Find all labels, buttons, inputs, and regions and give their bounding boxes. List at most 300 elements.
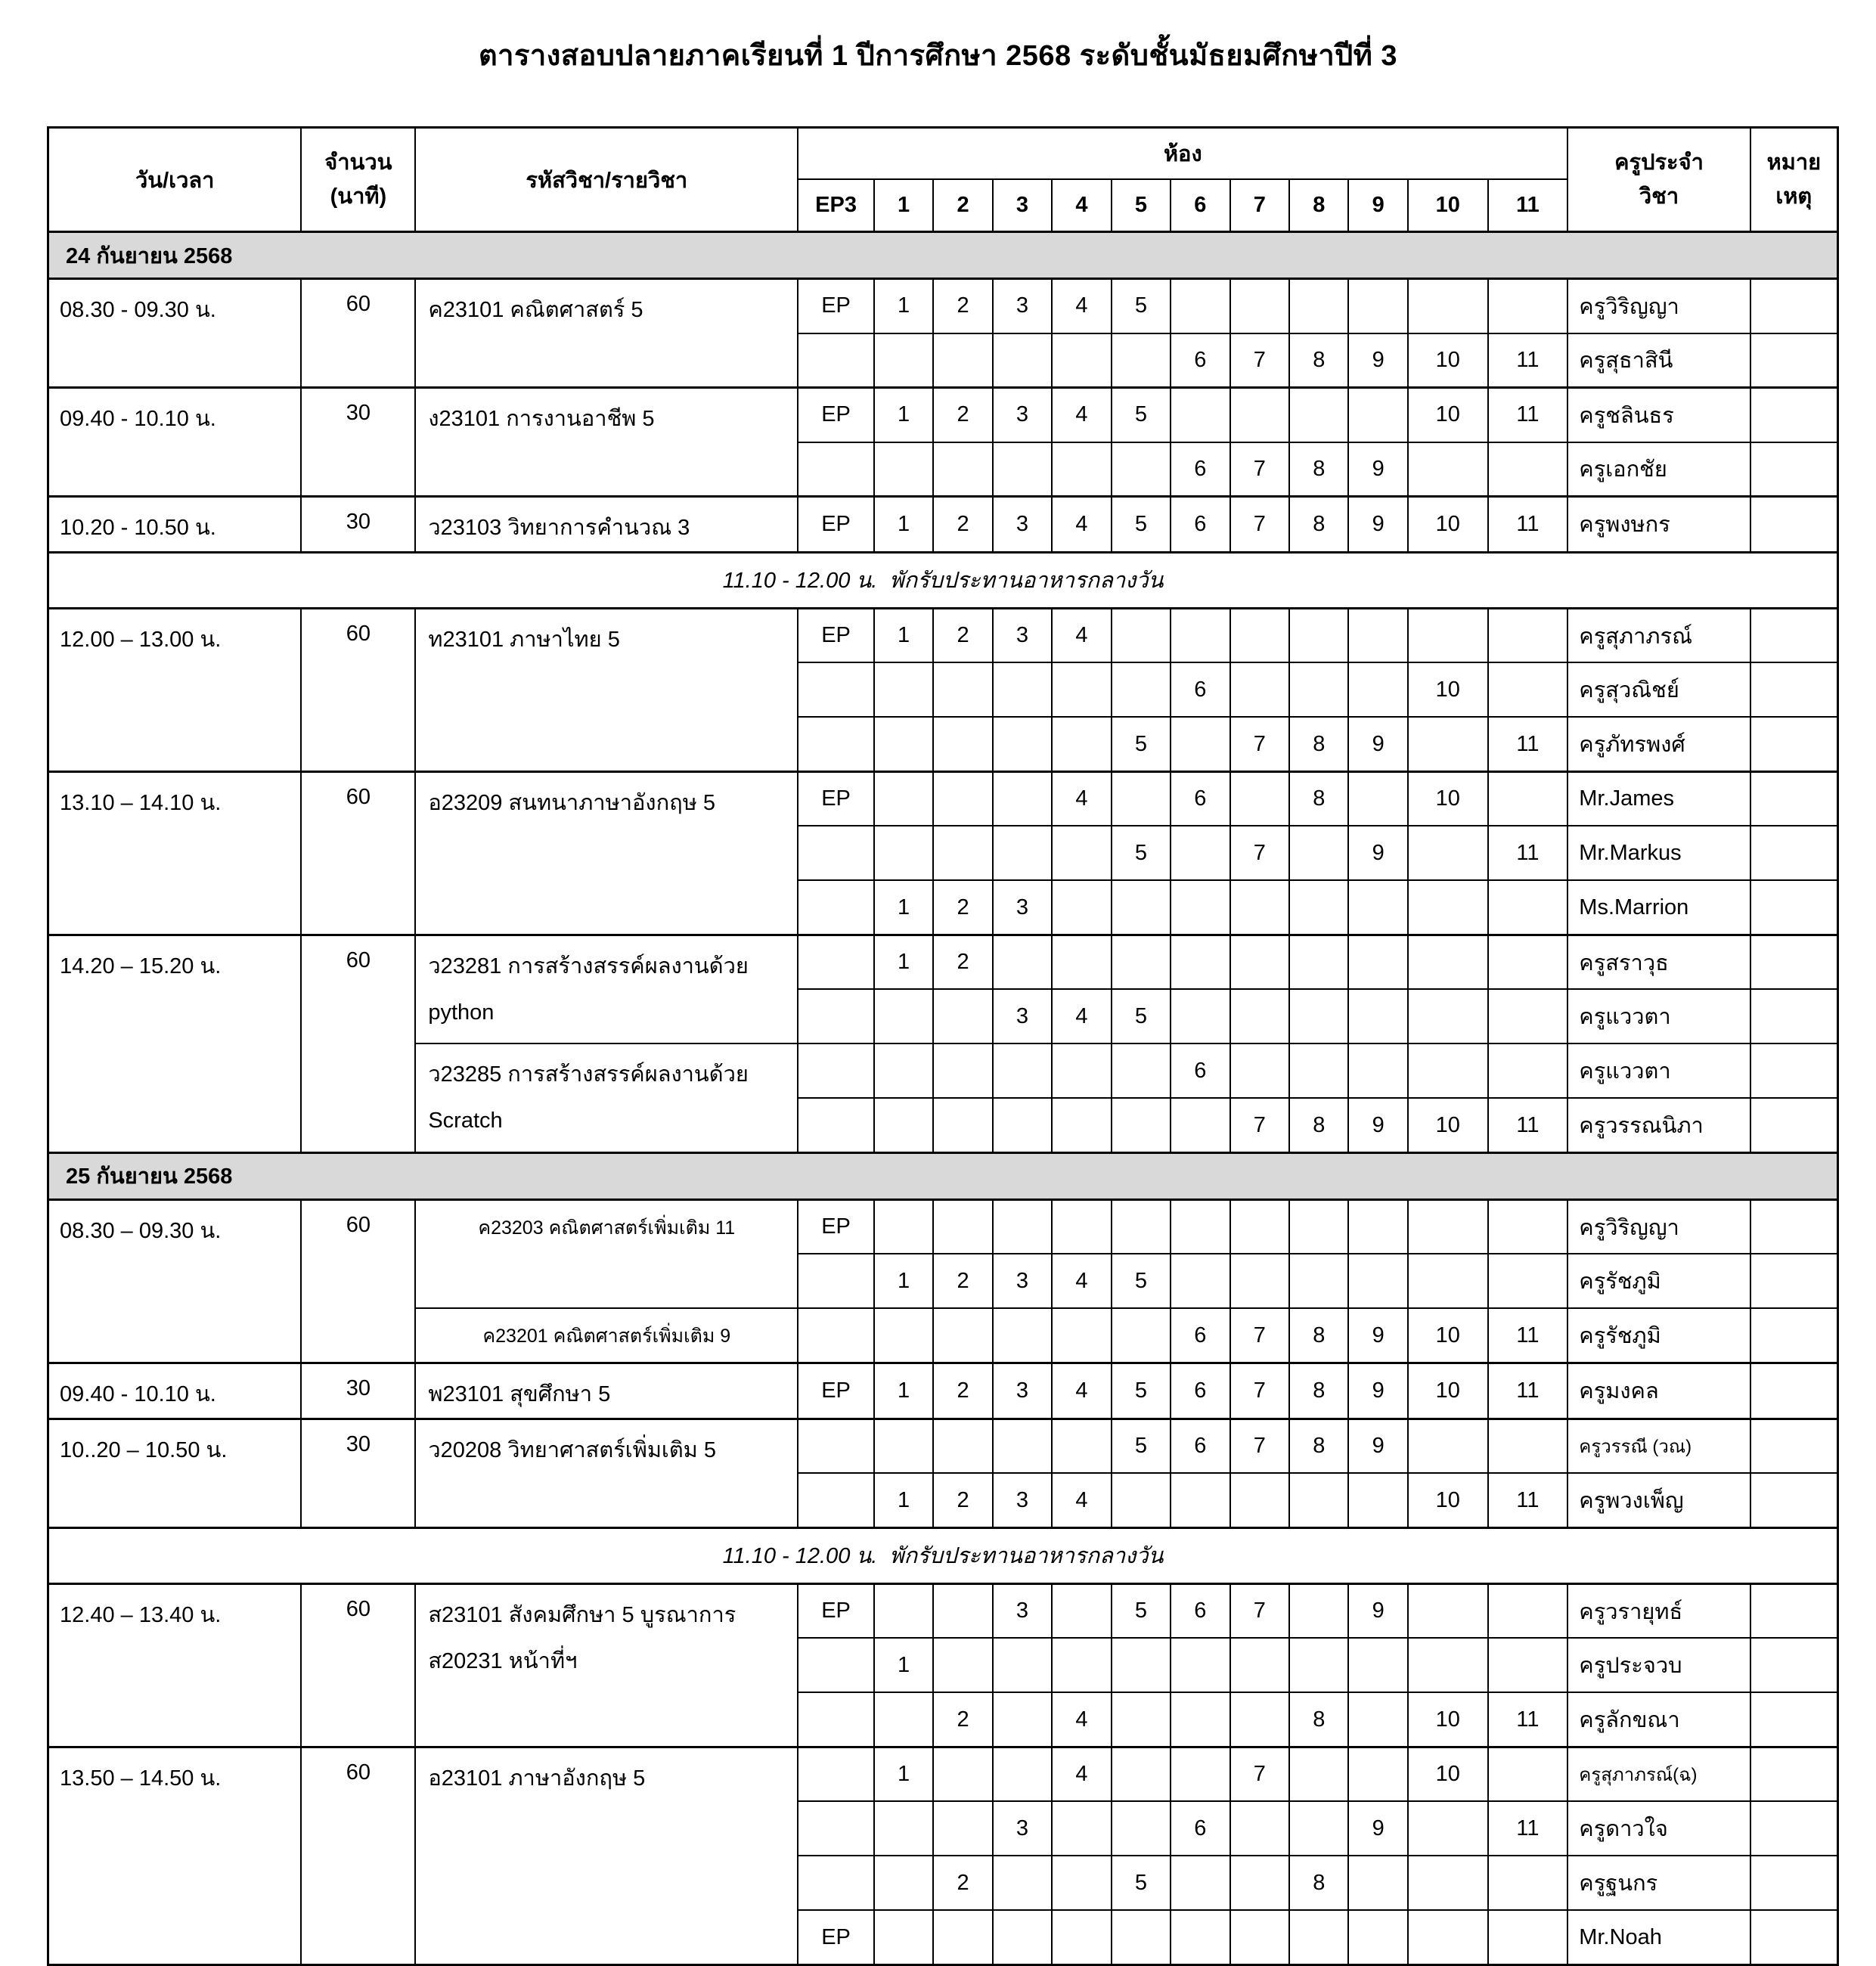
room-cell: 3 [993,388,1052,442]
room-cell: 5 [1112,1363,1171,1419]
room-cell [1171,1473,1229,1527]
room-cell [1289,1747,1348,1801]
room-cell [1171,388,1229,442]
room-cell [1052,1098,1111,1152]
minutes-cell: 60 [301,1747,415,1964]
header-room-4: 4 [1052,179,1111,232]
room-cell: 7 [1230,1098,1289,1152]
room-cell [1408,1419,1488,1473]
note-cell [1750,1043,1838,1098]
room-cell [1112,662,1171,717]
room-cell [933,1801,992,1856]
time-cell: 08.30 - 09.30 น. [48,279,302,388]
room-cell [1408,1910,1488,1964]
subject-cell: อ23209 สนทนาภาษาอังกฤษ 5 [415,771,798,935]
schedule-row [48,771,1838,826]
teacher-cell: ครูสุภาภรณ์(ฉ) [1567,1747,1750,1801]
room-cell [1408,608,1488,662]
room-cell: 7 [1230,826,1289,880]
room-cell [1408,1199,1488,1254]
room-cell [1052,1043,1111,1098]
teacher-cell: ครูพงษกร [1567,497,1750,553]
header-teacher-line2: วิชา [1639,184,1679,209]
room-cell: 8 [1289,1856,1348,1910]
room-cell: 6 [1171,1419,1229,1473]
date-row [48,1152,1838,1199]
room-cell [1348,771,1407,826]
schedule-row [48,608,1838,662]
note-cell [1750,1638,1838,1692]
teacher-cell: ครูวรรณนิภา [1567,1098,1750,1152]
room-cell [993,771,1052,826]
room-cell [1112,1747,1171,1801]
room-cell: 3 [993,1363,1052,1419]
room-cell [1171,1747,1229,1801]
room-cell [1408,1043,1488,1098]
note-cell [1750,826,1838,880]
room-cell: 6 [1171,333,1229,388]
teacher-cell: Mr.James [1567,771,1750,826]
room-cell [1112,935,1171,989]
teacher-cell: Mr.Markus [1567,826,1750,880]
room-cell: 9 [1348,826,1407,880]
room-cell: 8 [1289,1098,1348,1152]
room-cell: 1 [874,388,933,442]
room-cell [933,333,992,388]
room-cell [1112,1910,1171,1964]
header-teacher-line1: ครูประจำ [1614,150,1704,175]
room-cell [1289,1043,1348,1098]
header-room-8: 8 [1289,179,1348,232]
room-cell [933,1910,992,1964]
room-cell [933,1308,992,1363]
header-minutes-line1: จำนวน [324,150,392,175]
room-cell [1112,880,1171,935]
date-row [48,232,1838,279]
note-cell [1750,1473,1838,1527]
room-cell [993,717,1052,771]
room-cell [1052,826,1111,880]
room-cell: 11 [1488,333,1568,388]
room-cell [1408,1856,1488,1910]
room-cell [1289,279,1348,333]
room-cell [798,880,874,935]
room-cell [933,1638,992,1692]
room-cell: 8 [1289,771,1348,826]
room-cell [993,1692,1052,1747]
room-cell [1408,880,1488,935]
room-cell [1488,662,1568,717]
room-cell: 7 [1230,497,1289,553]
subject-cell: ค23201 คณิตศาสตร์เพิ่มเติม 9 [415,1308,798,1363]
room-cell [1171,1254,1229,1308]
note-cell [1750,1747,1838,1801]
room-cell [1348,1473,1407,1527]
minutes-cell: 60 [301,935,415,1152]
room-cell [1230,1254,1289,1308]
room-cell: 8 [1289,1692,1348,1747]
room-cell: 3 [993,1801,1052,1856]
room-cell: 10 [1408,1363,1488,1419]
room-cell [874,1419,933,1473]
subject-cell: ว23285 การสร้างสรรค์ผลงานด้วย Scratch [415,1043,798,1152]
room-cell [798,1692,874,1747]
subject-cell: ง23101 การงานอาชีพ 5 [415,388,798,497]
room-cell: 8 [1289,1363,1348,1419]
room-cell [1230,388,1289,442]
room-cell [1348,1638,1407,1692]
teacher-cell: ครูสุภาภรณ์ [1567,608,1750,662]
room-cell: 4 [1052,1254,1111,1308]
room-cell: 6 [1171,442,1229,497]
room-cell [933,826,992,880]
room-cell [1488,989,1568,1043]
room-cell [798,442,874,497]
teacher-cell: ครูวรายุทธ์ [1567,1583,1750,1638]
room-cell: EP [798,1910,874,1964]
note-cell [1750,1692,1838,1747]
room-cell: 5 [1112,1583,1171,1638]
room-cell: 11 [1488,388,1568,442]
teacher-cell: ครูมงคล [1567,1363,1750,1419]
room-cell: 4 [1052,497,1111,553]
room-cell: 6 [1171,771,1229,826]
room-cell [874,1692,933,1747]
room-cell: 10 [1408,1098,1488,1152]
room-cell [1052,662,1111,717]
room-cell: 2 [933,1254,992,1308]
room-cell: 8 [1289,717,1348,771]
room-cell [1112,1801,1171,1856]
minutes-cell: 60 [301,1199,415,1363]
note-cell [1750,935,1838,989]
note-cell [1750,880,1838,935]
room-cell: 5 [1112,1856,1171,1910]
room-cell [993,826,1052,880]
room-cell [1052,880,1111,935]
room-cell [1171,1692,1229,1747]
room-cell: 6 [1171,662,1229,717]
room-cell: 1 [874,1363,933,1419]
time-cell: 12.00 – 13.00 น. [48,608,302,771]
room-cell [798,1638,874,1692]
room-cell: EP [798,388,874,442]
room-cell: 2 [933,497,992,553]
room-cell [798,1856,874,1910]
room-cell [1112,1692,1171,1747]
header-note-line2: เหตุ [1775,184,1812,209]
header-minutes [301,128,415,232]
room-cell: 8 [1289,1419,1348,1473]
room-cell [798,1473,874,1527]
room-cell: 4 [1052,1692,1111,1747]
date-label: 25 กันยายน 2568 [48,1152,1838,1199]
room-cell [798,1419,874,1473]
room-cell [1171,935,1229,989]
header-room-11: 11 [1488,179,1568,232]
note-cell [1750,1419,1838,1473]
room-cell [874,989,933,1043]
room-cell: 2 [933,1363,992,1419]
room-cell [1230,279,1289,333]
room-cell: 2 [933,1856,992,1910]
note-cell [1750,333,1838,388]
room-cell [874,826,933,880]
room-cell: 7 [1230,1747,1289,1801]
room-cell [1348,662,1407,717]
minutes-cell: 60 [301,1583,415,1747]
room-cell: EP [798,497,874,553]
room-cell [1488,608,1568,662]
header-room-1: 1 [874,179,933,232]
header-day-time: วัน/เวลา [48,128,302,232]
room-cell: 3 [993,497,1052,553]
room-cell: 9 [1348,1583,1407,1638]
room-cell: 11 [1488,1473,1568,1527]
room-cell [1348,1747,1407,1801]
minutes-cell: 60 [301,608,415,771]
room-cell [993,1856,1052,1910]
room-cell [874,717,933,771]
room-cell [874,1856,933,1910]
room-cell [993,1638,1052,1692]
note-cell [1750,1910,1838,1964]
room-cell: EP [798,1363,874,1419]
minutes-cell: 60 [301,771,415,935]
room-cell [798,935,874,989]
room-cell: 1 [874,1473,933,1527]
room-cell [1230,1692,1289,1747]
note-cell [1750,1098,1838,1152]
header-room-2: 2 [933,179,992,232]
room-cell [1230,989,1289,1043]
room-cell: 9 [1348,1419,1407,1473]
room-cell: 2 [933,1473,992,1527]
teacher-cell: ครูวิริญญา [1567,1199,1750,1254]
note-cell [1750,662,1838,717]
room-cell: 10 [1408,1473,1488,1527]
room-cell: 9 [1348,442,1407,497]
room-cell [1488,771,1568,826]
header-teacher [1567,128,1750,232]
room-cell [1408,279,1488,333]
room-cell [1052,442,1111,497]
room-cell: 2 [933,935,992,989]
room-cell [1230,880,1289,935]
room-cell [798,1098,874,1152]
room-cell: 9 [1348,1098,1407,1152]
room-cell: 1 [874,880,933,935]
minutes-cell: 30 [301,1419,415,1527]
room-cell: 10 [1408,1308,1488,1363]
note-cell [1750,989,1838,1043]
note-cell [1750,1308,1838,1363]
room-cell: 10 [1408,333,1488,388]
room-cell [1348,1692,1407,1747]
room-cell [1112,1199,1171,1254]
room-cell [1289,880,1348,935]
teacher-cell: ครูฐนกร [1567,1856,1750,1910]
room-cell [1171,279,1229,333]
room-cell: 5 [1112,497,1171,553]
note-cell [1750,442,1838,497]
room-cell [798,1308,874,1363]
room-cell: 11 [1488,826,1568,880]
time-cell: 09.40 - 10.10 น. [48,1363,302,1419]
note-cell [1750,388,1838,442]
room-cell [1171,1098,1229,1152]
subject-cell: ว23103 วิทยาการคำนวณ 3 [415,497,798,553]
schedule-row [48,935,1838,989]
room-cell [1171,608,1229,662]
room-cell: 6 [1171,1308,1229,1363]
room-cell: 2 [933,388,992,442]
note-cell [1750,497,1838,553]
room-cell: 1 [874,935,933,989]
room-cell [1488,279,1568,333]
room-cell [1348,279,1407,333]
room-cell [933,989,992,1043]
room-cell [993,1419,1052,1473]
room-cell [1348,1910,1407,1964]
room-cell: EP [798,279,874,333]
minutes-cell: 30 [301,1363,415,1419]
room-cell [798,662,874,717]
room-cell [1289,662,1348,717]
room-cell: 10 [1408,497,1488,553]
room-cell [1112,1308,1171,1363]
exam-schedule-table [47,126,1839,1966]
teacher-cell: ครูวิริญญา [1567,279,1750,333]
schedule-row [48,1583,1838,1638]
room-cell: 5 [1112,826,1171,880]
room-cell [993,662,1052,717]
room-cell [1348,388,1407,442]
room-cell [1112,608,1171,662]
minutes-cell: 30 [301,388,415,497]
room-cell [993,333,1052,388]
room-cell [798,1747,874,1801]
subject-cell: ท23101 ภาษาไทย 5 [415,608,798,771]
room-cell: 10 [1408,388,1488,442]
room-cell: 6 [1171,497,1229,553]
room-cell: 3 [993,1473,1052,1527]
room-cell [874,1308,933,1363]
room-cell [933,1419,992,1473]
teacher-cell: ครูสุวณิชย์ [1567,662,1750,717]
room-cell [1230,1473,1289,1527]
room-cell [1171,1638,1229,1692]
room-cell [1408,1583,1488,1638]
teacher-cell: ครูแววตา [1567,1043,1750,1098]
teacher-cell: ครูชลินธร [1567,388,1750,442]
lunch-break-label: 11.10 - 12.00 น. พักรับประทานอาหารกลางวัน [48,1527,1838,1583]
room-cell [874,662,933,717]
note-cell [1750,717,1838,771]
exam-schedule-table-container [47,126,1876,1966]
room-cell [1112,333,1171,388]
room-cell [1289,1583,1348,1638]
teacher-cell: ครูสุธาสินี [1567,333,1750,388]
header-note [1750,128,1838,232]
room-cell: 2 [933,880,992,935]
room-cell [933,717,992,771]
room-cell [798,1254,874,1308]
teacher-cell: Ms.Marrion [1567,880,1750,935]
room-cell [993,1199,1052,1254]
room-cell [1289,826,1348,880]
room-cell [1230,1638,1289,1692]
teacher-cell: ครูภัทรพงศ์ [1567,717,1750,771]
room-cell [1488,1638,1568,1692]
room-cell [1408,1638,1488,1692]
room-cell [874,1043,933,1098]
teacher-cell: ครูพวงเพ็ญ [1567,1473,1750,1527]
room-cell: 11 [1488,1692,1568,1747]
schedule-row [48,497,1838,553]
room-cell [1289,1199,1348,1254]
room-cell: 3 [993,989,1052,1043]
room-cell: 8 [1289,442,1348,497]
room-cell [874,1583,933,1638]
room-cell: 1 [874,1747,933,1801]
room-cell [1488,1747,1568,1801]
room-cell [1052,1801,1111,1856]
room-cell [933,1199,992,1254]
schedule-row [48,1419,1838,1473]
room-cell: 11 [1488,717,1568,771]
note-cell [1750,771,1838,826]
subject-cell: ค23203 คณิตศาสตร์เพิ่มเติม 11 [415,1199,798,1308]
teacher-cell: ครูสราวุธ [1567,935,1750,989]
room-cell [1230,935,1289,989]
room-cell [1052,1583,1111,1638]
room-cell: 7 [1230,1419,1289,1473]
schedule-row [48,1363,1838,1419]
teacher-cell: ครูเอกชัย [1567,442,1750,497]
room-cell [1230,1856,1289,1910]
room-cell [1171,989,1229,1043]
room-cell: 9 [1348,717,1407,771]
room-cell [993,1043,1052,1098]
schedule-row [48,388,1838,442]
room-cell: 11 [1488,1098,1568,1152]
room-cell: 8 [1289,333,1348,388]
room-cell: 9 [1348,1363,1407,1419]
room-cell [1230,1801,1289,1856]
room-cell [1171,1199,1229,1254]
room-cell [1488,880,1568,935]
room-cell [993,1910,1052,1964]
room-cell: 10 [1408,662,1488,717]
room-cell: 11 [1488,497,1568,553]
room-cell [933,1043,992,1098]
room-cell [993,1747,1052,1801]
room-cell [798,826,874,880]
lunch-break-row [48,552,1838,608]
room-cell [874,1199,933,1254]
room-cell [1488,1419,1568,1473]
teacher-cell: ครูลักขณา [1567,1692,1750,1747]
room-cell [933,442,992,497]
room-cell: 10 [1408,1692,1488,1747]
room-cell [933,1583,992,1638]
time-cell: 08.30 – 09.30 น. [48,1199,302,1363]
room-cell: 2 [933,1692,992,1747]
room-cell: 3 [993,880,1052,935]
room-cell: 10 [1408,771,1488,826]
room-cell: 1 [874,497,933,553]
